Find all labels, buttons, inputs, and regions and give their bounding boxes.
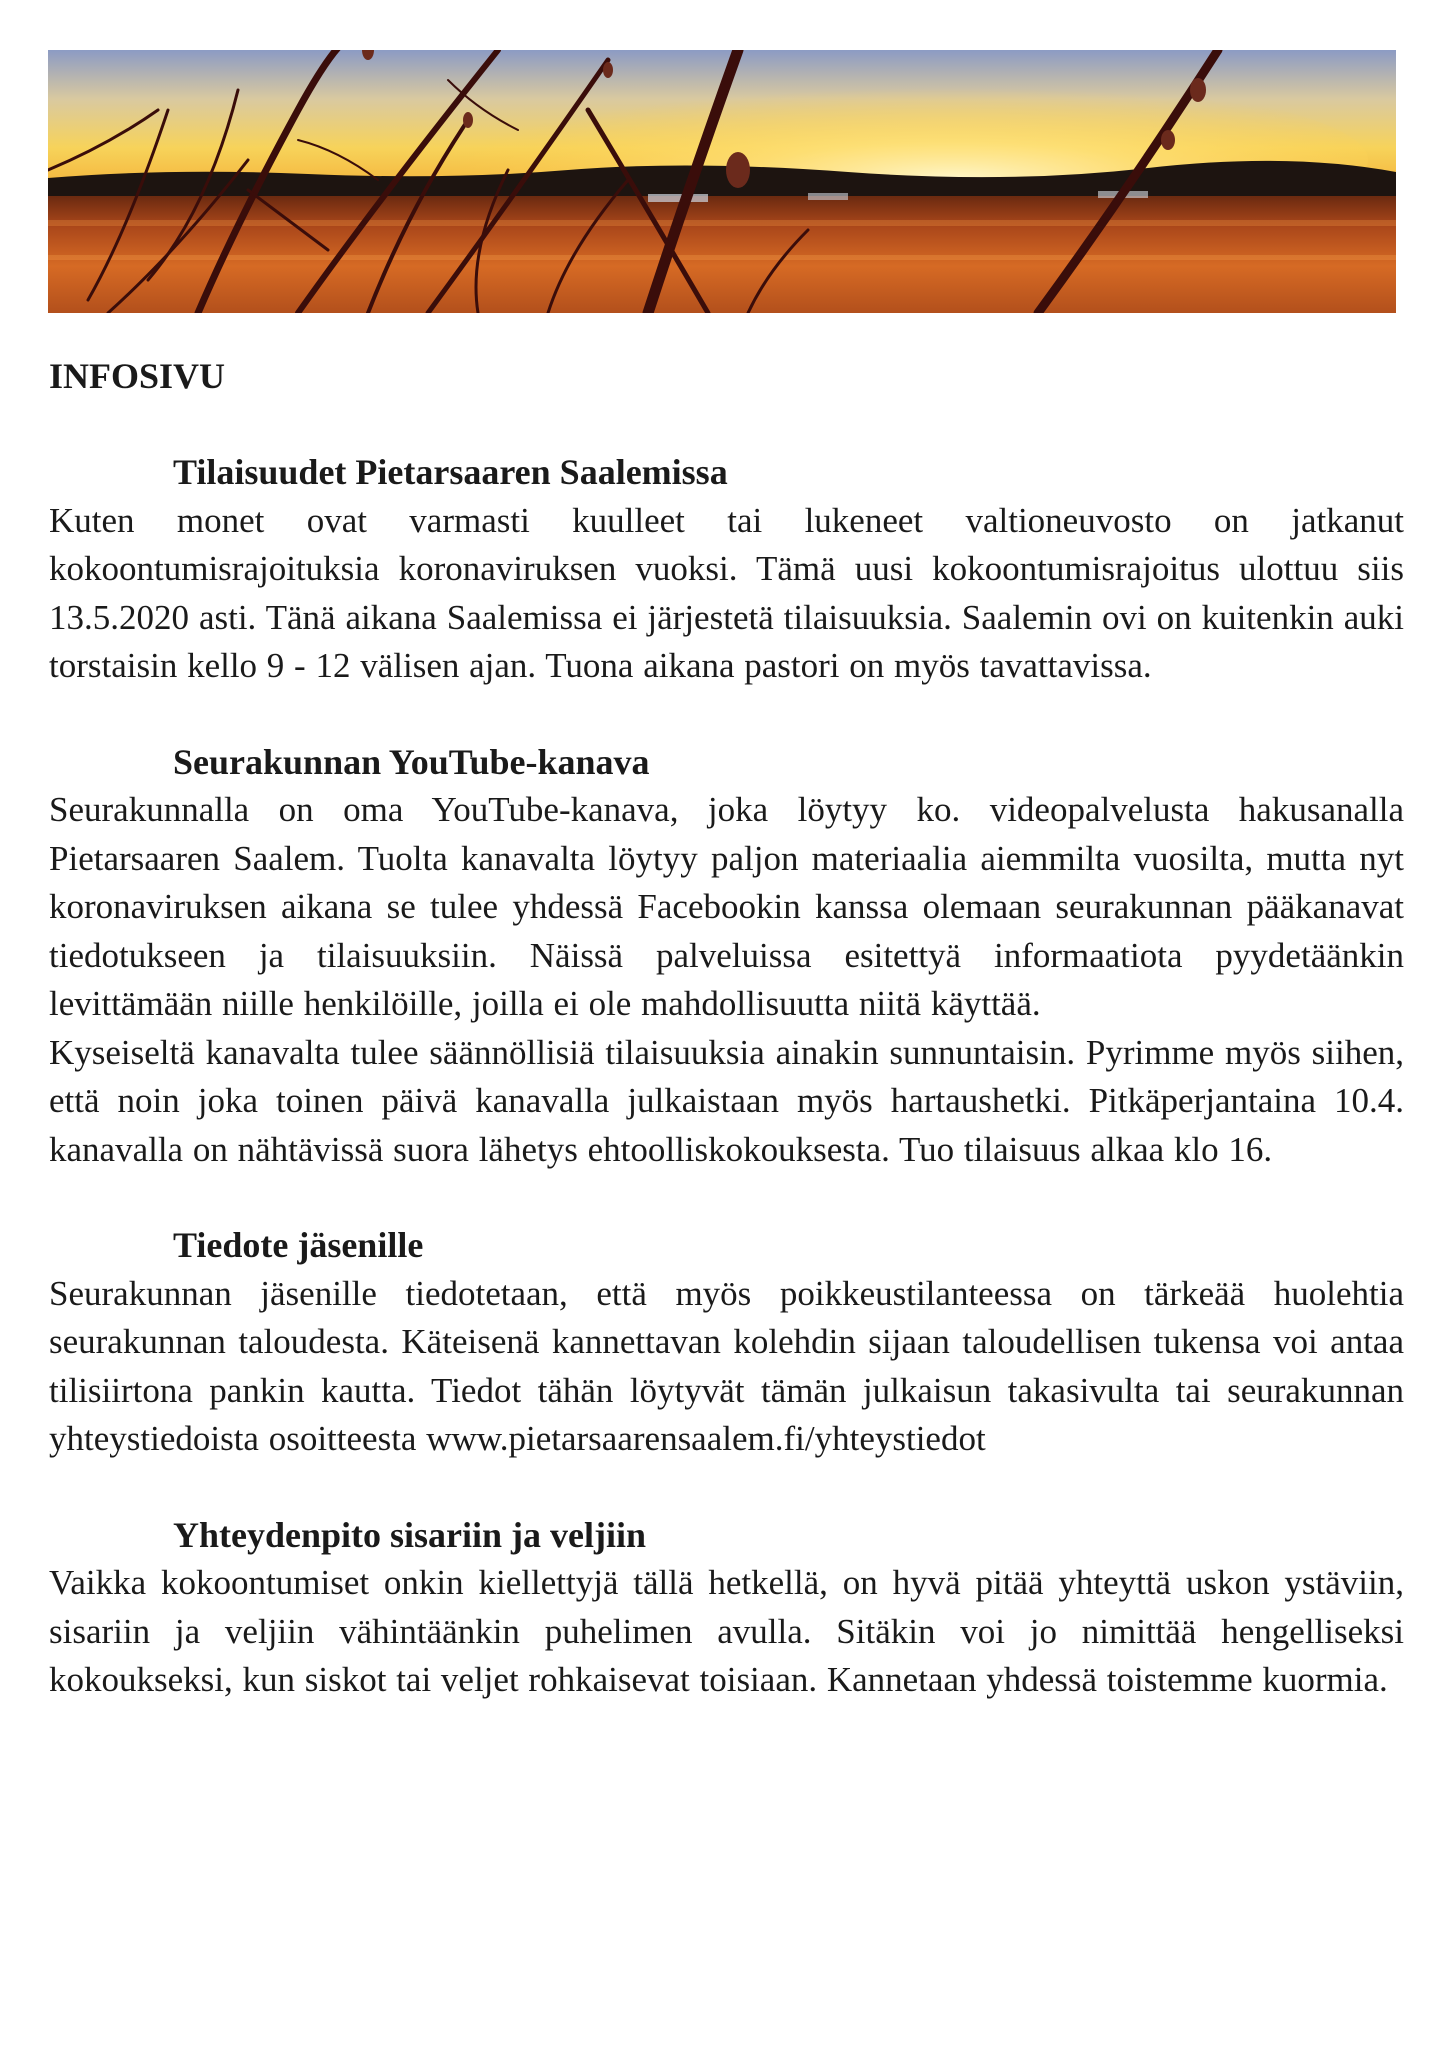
banner-illustration	[48, 50, 1396, 313]
section-events	[49, 448, 1404, 691]
section-paragraph: Seurakunnan jäsenille tiedotetaan, että myös poikkeustilanteessa on tärkeää huolehtia seurakunnan taloudesta. Käteisenä kannettavan kolehdin sijaan taloudellisen tukensa voi antaa tilisiirtona pankin kautta. Tiedot tähän löytyvät tämän julkaisun takasivulta tai seurakunnan yhteystiedoista osoitteesta www.pietarsaarensaalem.fi/yhteystiedot	[49, 1273, 1404, 1458]
section-paragraph: Kuten monet ovat varmasti kuulleet tai lukeneet valtioneuvosto on jatkanut kokoontumisrajoituksia koronaviruksen vuoksi. Tämä uusi kokoontumisrajoitus ulottuu siis 13.5.2020 asti. Tänä aikana Saalemissa ei järjestetä tilaisuuksia. Saalemin ovi on kuitenkin auki torstaisin kello 9 - 12 välisen ajan. Tuona aikana pastori on myös tavattavissa.	[49, 500, 1404, 685]
section-heading: Tilaisuudet Pietarsaaren Saalemissa	[173, 452, 728, 492]
article-body	[49, 448, 1404, 1752]
sunset-field-with-branches-photo	[48, 50, 1396, 313]
section-paragraph: Kyseiseltä kanavalta tulee säännöllisiä tilaisuuksia ainakin sunnuntaisin. Pyrimme myös siihen, että noin joka toinen päivä kanavalla julkaistaan myös hartaushetki. Pitkäperjantaina 10.4. kanavalla on nähtävissä suora lähetys ehtoolliskokouksesta. Tuo tilaisuus alkaa klo 16.	[49, 1032, 1404, 1169]
section-youtube	[49, 738, 1404, 1175]
section-paragraph: Vaikka kokoontumiset onkin kiellettyjä tällä hetkellä, on hyvä pitää yhteyttä uskon ystäviin, sisariin ja veljiin vähintäänkin puhelimen avulla. Sitäkin voi jo nimittää hengelliseksi kokoukseksi, kun siskot tai veljet rohkaisevat toisiaan. Kannetaan yhdessä toistemme kuormia.	[49, 1563, 1404, 1699]
section-paragraph: Seurakunnalla on oma YouTube-kanava, joka löytyy ko. videopalvelusta hakusanalla Pietarsaaren Saalem. Tuolta kanavalta löytyy paljon materiaalia aiemmilta vuosilta, mutta nyt koronaviruksen aikana se tulee yhdessä Facebookin kanssa olemaan seurakunnan pääkanavat tiedotukseen ja tilaisuuksiin. Näissä palveluissa esitettyä informaatiota pyydetäänkin levittämään niille henkilöille, joilla ei ole mahdollisuutta niitä käyttää.	[49, 790, 1404, 1023]
section-heading: Seurakunnan YouTube-kanava	[173, 741, 650, 782]
section-keeping-contact	[49, 1511, 1404, 1705]
section-heading: Yhteydenpito sisariin ja veljiin	[173, 1514, 647, 1555]
section-heading: Tiedote jäsenille	[173, 1225, 424, 1265]
page-title: INFOSIVU	[49, 356, 226, 396]
section-member-notice	[49, 1221, 1404, 1464]
